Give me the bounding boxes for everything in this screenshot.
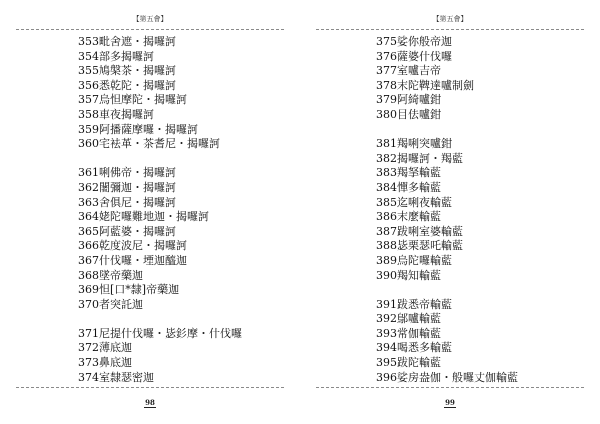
page-number-text: 99 xyxy=(445,398,455,407)
mantra-line: 387跋唎室婆輸藍 xyxy=(376,224,463,238)
mantra-line: 360宅袪革・茶耆尼・揭囉訶 xyxy=(78,137,220,151)
mantra-line: 374室隸瑟密迦 xyxy=(78,370,154,384)
section-gap xyxy=(376,123,518,138)
mantra-line: 353毗舍遮・揭囉訶 xyxy=(78,35,176,48)
mantra-line: 361唎佛帝・揭囉訶 xyxy=(78,166,176,180)
mantra-line: 354部多揭囉訶 xyxy=(78,49,154,63)
mantra-line: 391跋悉帝輸藍 xyxy=(376,297,452,311)
mantra-line: 358車夜揭囉訶 xyxy=(78,107,154,121)
bottom-divider xyxy=(316,387,584,388)
right-page xyxy=(300,0,600,424)
section-gap xyxy=(78,152,242,167)
page-number xyxy=(300,398,600,407)
mantra-line: 368墜帝藥迦 xyxy=(78,268,143,282)
chapter-header: 【第五會】 xyxy=(132,15,168,23)
mantra-line: 396娑房盎伽・般囉丈伽輸藍 xyxy=(376,370,518,384)
mantra-line: 355鳩槃茶・揭囉訶 xyxy=(78,64,176,78)
mantra-line: 390羯知輸藍 xyxy=(376,268,441,282)
mantra-line: 367什伐囉・堙迦醯迦 xyxy=(78,253,187,267)
mantra-line: 356悉乾陀・揭囉訶 xyxy=(78,78,176,92)
mantra-line: 363舍俱尼・揭囉訶 xyxy=(78,195,176,209)
chapter-header: 【第五會】 xyxy=(432,15,468,23)
bottom-divider xyxy=(16,387,284,388)
mantra-line: 389烏陀囉輸藍 xyxy=(376,253,452,267)
mantra-line: 394喝悉多輸藍 xyxy=(376,341,452,355)
mantra-line: 378末陀鞞達嚧制劍 xyxy=(376,78,474,92)
mantra-line: 388毖栗瑟吒輸藍 xyxy=(376,239,463,253)
mantra-line: 359阿播薩摩囉・揭囉訶 xyxy=(78,122,198,136)
top-divider xyxy=(316,29,584,30)
mantra-line: 376薩婆什伐囉 xyxy=(376,49,452,63)
mantra-line: 392鄔嚧輸藍 xyxy=(376,312,441,326)
mantra-line: 395跋陀輸藍 xyxy=(376,356,441,370)
mantra-line: 366乾度波尼・揭囉訶 xyxy=(78,239,187,253)
entry-list xyxy=(376,35,518,385)
section-gap xyxy=(78,312,242,327)
mantra-line: 382揭囉訶・羯藍 xyxy=(376,151,463,165)
mantra-line: 379阿綺嚧鉗 xyxy=(376,93,441,107)
mantra-line: 381羯唎突嚧鉗 xyxy=(376,137,452,151)
page-number xyxy=(0,398,300,407)
mantra-line: 362闍彌迦・揭囉訶 xyxy=(78,180,176,194)
mantra-line: 371尼提什伐囉・毖釤摩・什伐囉 xyxy=(78,326,242,340)
mantra-line: 357烏怛摩陀・揭囉訶 xyxy=(78,93,187,107)
mantra-line: 384憚多輸藍 xyxy=(376,180,441,194)
mantra-line: 372薄底迦 xyxy=(78,341,132,355)
top-divider xyxy=(16,29,284,30)
mantra-line: 370者突託迦 xyxy=(78,297,143,311)
mantra-line: 365阿藍婆・揭囉訶 xyxy=(78,224,176,238)
section-gap xyxy=(376,283,518,298)
mantra-line: 369怛[口*隸]帝藥迦 xyxy=(78,283,180,297)
mantra-line: 386末麼輸藍 xyxy=(376,210,441,224)
mantra-line: 393常伽輸藍 xyxy=(376,326,441,340)
mantra-line: 375娑你般帝迦 xyxy=(376,35,452,48)
entry-list xyxy=(78,35,242,385)
mantra-line: 377室嚧吉帝 xyxy=(376,64,441,78)
mantra-line: 373鼻底迦 xyxy=(78,356,132,370)
mantra-line: 383羯拏輸藍 xyxy=(376,166,441,180)
page-number-text: 98 xyxy=(145,398,155,407)
mantra-line: 385迄唎夜輸藍 xyxy=(376,195,452,209)
mantra-line: 380目佉嚧鉗 xyxy=(376,107,441,121)
mantra-line: 364姥陀囉難地迦・揭囉訶 xyxy=(78,210,209,224)
